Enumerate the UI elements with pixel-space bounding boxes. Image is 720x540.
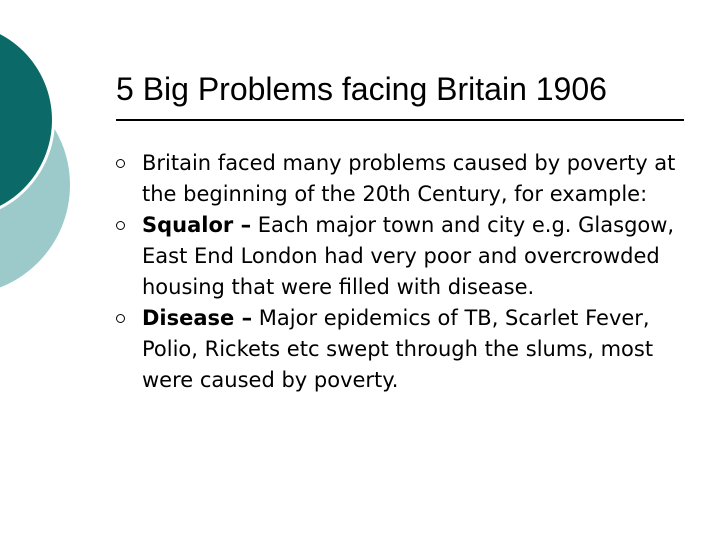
hollow-circle-bullet-icon	[116, 314, 125, 323]
bullet-text: Each major town and city e.g. Glasgow, East End London had very poor and overcrowded housing that were filled with disease.	[142, 213, 675, 299]
hollow-circle-bullet-icon	[116, 159, 125, 168]
bullet-bold-lead: Disease –	[142, 306, 253, 330]
bullet-text: Major epidemics of TB, Scarlet Fever, Polio, Rickets etc swept through the slums, most were caused by poverty.	[142, 306, 654, 392]
bullet-item	[116, 303, 690, 396]
bullet-item	[116, 210, 690, 303]
hollow-circle-bullet-icon	[116, 221, 125, 230]
title-underline	[116, 119, 684, 121]
slide-title: 5 Big Problems facing Britain 1906	[116, 71, 607, 107]
bullet-bold-lead: Squalor –	[142, 213, 252, 237]
bullet-item	[116, 148, 690, 210]
bullet-text: Britain faced many problems caused by poverty at the beginning of the 20th Century, for example:	[142, 151, 676, 206]
decorative-circles	[0, 0, 120, 300]
bullet-list	[116, 148, 690, 396]
